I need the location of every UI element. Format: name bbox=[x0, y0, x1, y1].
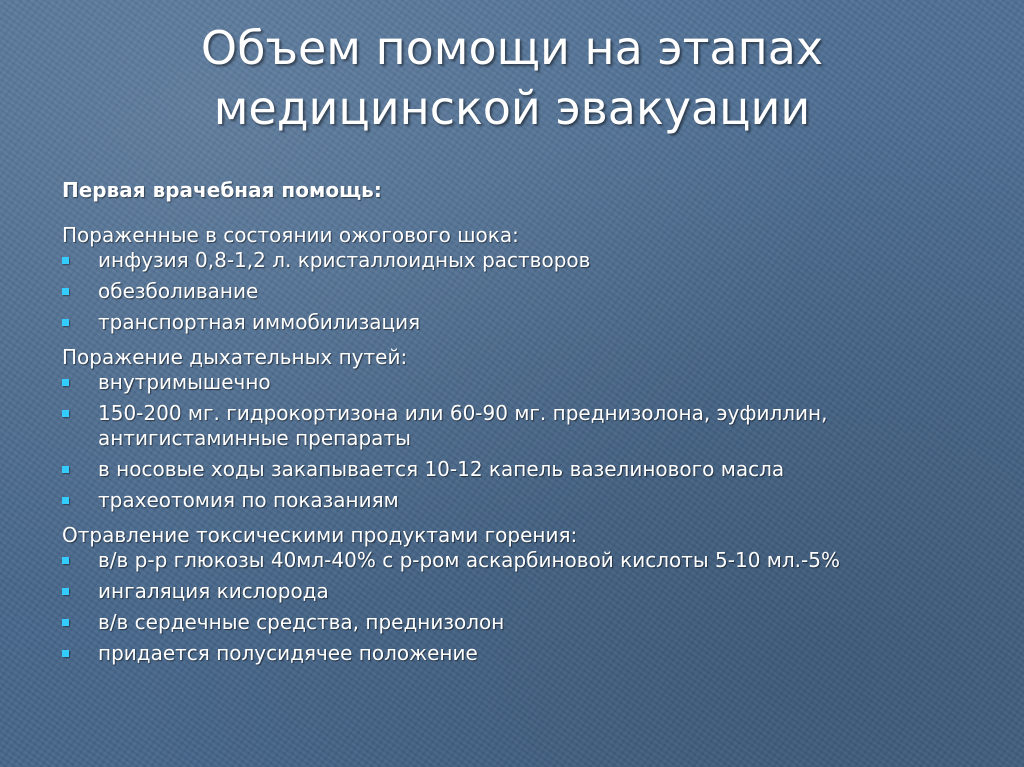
list-item-text: в носовые ходы закапывается 10-12 капель вазелинового масла bbox=[98, 457, 785, 481]
list-item bbox=[62, 488, 962, 513]
list-item bbox=[62, 401, 962, 451]
square-bullet-icon bbox=[62, 619, 69, 626]
content-heading: Первая врачебная помощь: bbox=[62, 178, 382, 202]
list-item bbox=[62, 279, 962, 304]
square-bullet-icon bbox=[62, 588, 69, 595]
list-item-text: внутримышечно bbox=[98, 370, 271, 394]
list-item-text: инфузия 0,8-1,2 л. кристаллоидных растворов bbox=[98, 248, 591, 272]
list-item-text: в/в сердечные средства, преднизолон bbox=[98, 610, 505, 634]
slide-title bbox=[60, 18, 964, 138]
bullet-list bbox=[62, 370, 962, 513]
list-item-text: 150-200 мг. гидрокортизона или 60-90 мг. преднизолона, эуфиллин, антигистаминные препараты bbox=[98, 401, 828, 450]
section-toxic-poisoning bbox=[62, 523, 962, 666]
list-item bbox=[62, 310, 962, 335]
list-item bbox=[62, 457, 962, 482]
slide-content bbox=[62, 178, 962, 676]
title-line-2: медицинской эвакуации bbox=[213, 81, 811, 135]
list-item-text: обезболивание bbox=[98, 279, 259, 303]
title-line-1: Объем помощи на этапах bbox=[200, 21, 824, 75]
section-burn-shock bbox=[62, 223, 962, 335]
list-item-text: транспортная иммобилизация bbox=[98, 310, 421, 334]
list-item bbox=[62, 370, 962, 395]
list-item-text: придается полусидячее положение bbox=[98, 641, 478, 665]
square-bullet-icon bbox=[62, 319, 69, 326]
bullet-list bbox=[62, 548, 962, 666]
list-item bbox=[62, 610, 962, 635]
square-bullet-icon bbox=[62, 379, 69, 386]
section-label: Пораженные в состоянии ожогового шока: bbox=[62, 223, 519, 247]
square-bullet-icon bbox=[62, 497, 69, 504]
square-bullet-icon bbox=[62, 410, 69, 417]
list-item bbox=[62, 641, 962, 666]
list-item-text: в/в р-р глюкозы 40мл-40% с р-ром аскарбиновой кислоты 5-10 мл.-5% bbox=[98, 548, 840, 572]
list-item bbox=[62, 579, 962, 604]
square-bullet-icon bbox=[62, 466, 69, 473]
section-label: Поражение дыхательных путей: bbox=[62, 345, 408, 369]
list-item bbox=[62, 548, 962, 573]
list-item bbox=[62, 248, 962, 273]
list-item-text: трахеотомия по показаниям bbox=[98, 488, 399, 512]
square-bullet-icon bbox=[62, 257, 69, 264]
square-bullet-icon bbox=[62, 650, 69, 657]
bullet-list bbox=[62, 248, 962, 335]
square-bullet-icon bbox=[62, 557, 69, 564]
list-item-text: ингаляция кислорода bbox=[98, 579, 329, 603]
section-label: Отравление токсическими продуктами горения: bbox=[62, 523, 578, 547]
section-airway-injury bbox=[62, 345, 962, 513]
square-bullet-icon bbox=[62, 288, 69, 295]
